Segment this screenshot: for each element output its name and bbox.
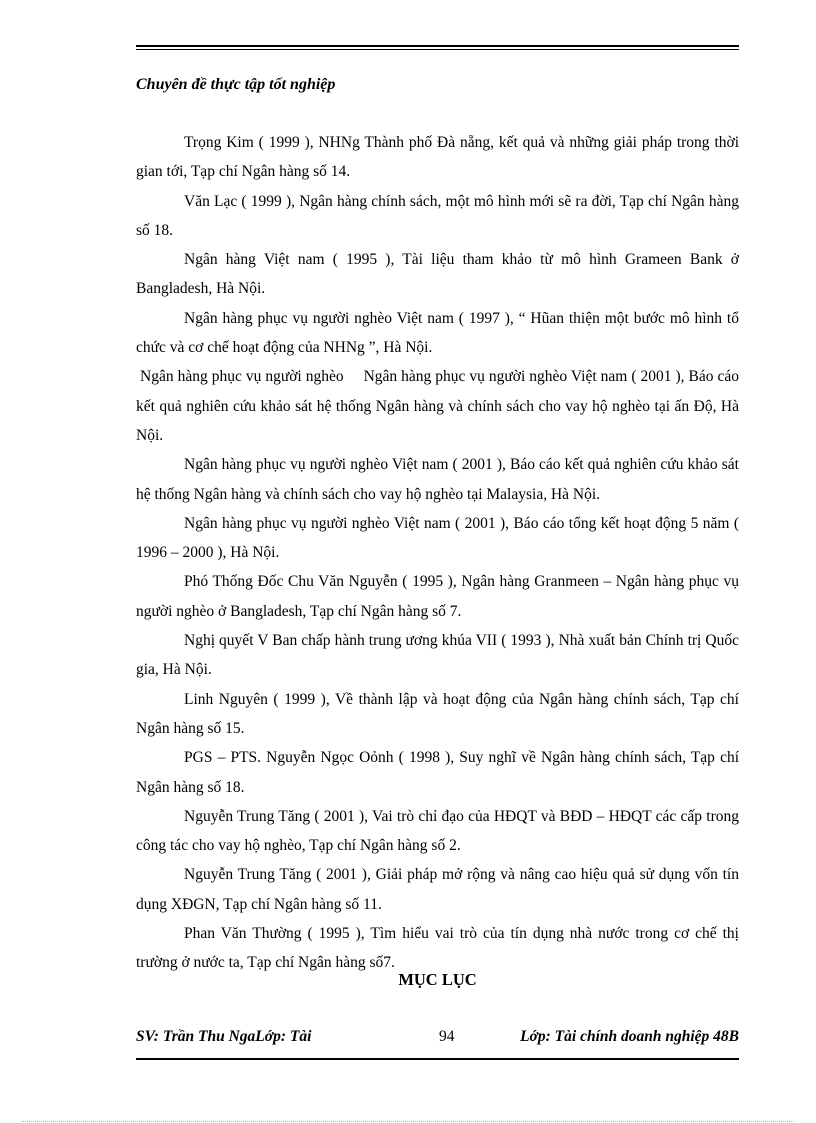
reference-item: Nguyễn Trung Tăng ( 2001 ), Vai trò chỉ đạo của HĐQT và BĐD – HĐQT các cấp trong công tác cho vay hộ nghèo, Tạp chí Ngân hàng số 2.: [136, 807, 739, 855]
header-rule: [136, 45, 739, 50]
page-number: 94: [439, 1028, 455, 1045]
reference-item: PGS – PTS. Nguyễn Ngọc Oỏnh ( 1998 ), Suy nghĩ về Ngân hàng chính sách, Tạp chí Ngân hàng số 18.: [136, 749, 739, 796]
reference-item: Trọng Kim ( 1999 ), NHNg Thành phố Đà nẵng, kết quả và những giải pháp trong thời gian tới, Tạp chí Ngân hàng số 14.: [136, 134, 739, 181]
footer-rule: [136, 1058, 739, 1060]
footer-student-info: SV: Trần Thu NgaLớp: Tài: [136, 1028, 312, 1045]
reference-item: Phan Văn Thường ( 1995 ), Tìm hiểu vai trò của tín dụng nhà nước trong cơ chế thị trường ở nước ta, Tạp chí Ngân hàng số7.: [136, 925, 739, 972]
reference-item: Văn Lạc ( 1999 ), Ngân hàng chính sách, một mô hình mới sẽ ra đời, Tạp chí Ngân hàng số 18.: [136, 192, 739, 239]
reference-item: Ngân hàng phục vụ người nghèo Việt nam ( 2001 ), Báo cáo kết quả nghiên cứu khảo sát hệ thống Ngân hàng và chính sách cho vay hộ nghèo tại Malaysia, Hà Nội.: [136, 456, 739, 503]
reference-item: Linh Nguyên ( 1999 ), Về thành lập và hoạt động của Ngân hàng chính sách, Tạp chí Ngân hàng số 15.: [136, 690, 739, 737]
footer-class-info: Lớp: Tài chính doanh nghiệp 48B: [520, 1028, 739, 1045]
page-footer: [136, 1028, 739, 1048]
reference-item: Nghị quyết V Ban chấp hành trung ương khúa VII ( 1993 ), Nhà xuất bản Chính trị Quốc gia, Hà Nội.: [136, 632, 739, 679]
reference-list: [136, 128, 743, 978]
table-of-contents-heading: MỤC LỤC: [398, 970, 477, 989]
reference-item: Ngân hàng phục vụ người nghèo Việt nam ( 1997 ), “ Hũan thiện một bước mô hình tổ chức và cơ chế hoạt động của NHNg ”, Hà Nội.: [136, 309, 739, 357]
reference-item: Ngân hàng Việt nam ( 1995 ), Tài liệu tham khảo từ mô hình Grameen Bank ở Bangladesh, Hà Nội.: [136, 251, 739, 298]
page-edge: [22, 1121, 794, 1122]
reference-item: Phó Thống Đốc Chu Văn Nguyễn ( 1995 ), Ngân hàng Granmeen – Ngân hàng phục vụ người nghèo ở Bangladesh, Tạp chí Ngân hàng số 7.: [136, 573, 739, 620]
reference-item: Ngân hàng phục vụ người nghèo Việt nam ( 2001 ), Báo cáo tổng kết hoạt động 5 năm ( 1996 – 2000 ), Hà Nội.: [136, 514, 739, 562]
document-header-title: Chuyên đề thực tập tốt nghiệp: [136, 76, 336, 93]
reference-item: Nguyễn Trung Tăng ( 2001 ), Giải pháp mở rộng và nâng cao hiệu quả sử dụng vốn tín dụng XĐGN, Tạp chí Ngân hàng số 11.: [136, 866, 739, 913]
reference-item: Ngân hàng phục vụ người nghèo Ngân hàng phục vụ người nghèo Việt nam ( 2001 ), Báo cáo kết quả nghiên cứu khảo sát hệ thống Ngân hàng và chính sách cho vay hộ nghèo tại ấn Độ, Hà Nội.: [136, 368, 743, 444]
